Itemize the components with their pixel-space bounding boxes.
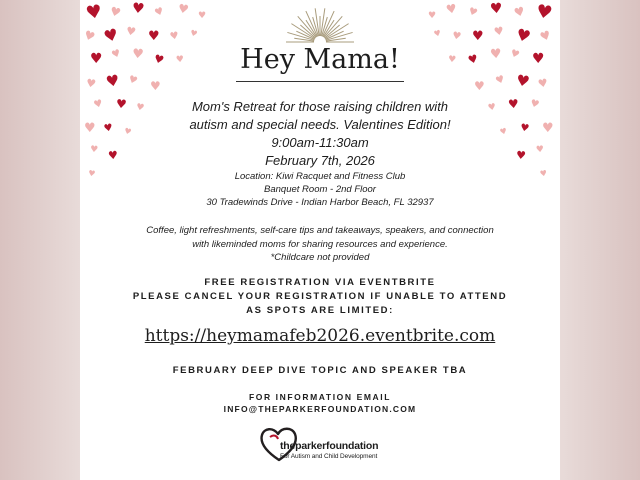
- heart-icon: ♥: [176, 1, 190, 17]
- heart-icon: ♥: [535, 144, 545, 156]
- registration-link[interactable]: https://heymamafeb2026.eventbrite.com: [144, 326, 496, 346]
- heart-icon: ♥: [89, 144, 99, 156]
- heart-icon: ♥: [153, 5, 166, 20]
- registration-line-2: PLEASE CANCEL YOUR REGISTRATION IF UNABLE TO ATTEND: [132, 291, 508, 302]
- heart-icon: ♥: [103, 122, 114, 135]
- heart-icon: ♥: [542, 121, 554, 136]
- heart-icon: ♥: [131, 0, 146, 18]
- heart-icon: ♥: [513, 24, 533, 47]
- location-line-2: Banquet Room - 2nd Floor: [264, 184, 376, 195]
- heart-icon: ♥: [126, 73, 139, 88]
- heart-icon: ♥: [447, 54, 457, 66]
- heart-icon: ♥: [508, 47, 521, 62]
- page-title: Hey Mama!: [240, 44, 400, 75]
- heart-icon: ♥: [487, 102, 497, 114]
- heart-icon: ♥: [512, 3, 527, 21]
- heart-icon: ♥: [537, 27, 553, 45]
- heart-icon: ♥: [451, 30, 462, 43]
- heart-icon: ♥: [534, 0, 554, 25]
- heart-icon: ♥: [515, 148, 527, 163]
- heart-icon: ♥: [474, 79, 485, 93]
- heart-icon: ♥: [472, 29, 484, 44]
- subtitle-line-2: autism and special needs. Valentines Edition!: [189, 117, 451, 132]
- heart-icon: ♥: [428, 11, 437, 21]
- childcare-note: *Childcare not provided: [270, 252, 370, 263]
- heart-icon: ♥: [466, 5, 479, 20]
- heart-icon: ♥: [519, 122, 530, 135]
- heart-icon: ♥: [539, 168, 548, 179]
- foundation-logo-tagline: For Autism and Child Development: [280, 453, 378, 460]
- heart-icon: ♥: [92, 98, 105, 111]
- heart-icon: ♥: [135, 102, 145, 114]
- heart-icon: ♥: [115, 96, 128, 112]
- heart-icon: ♥: [432, 28, 443, 39]
- heart-icon: ♥: [108, 3, 123, 21]
- heart-icon: ♥: [169, 30, 180, 43]
- title-divider: [236, 81, 404, 82]
- heart-icon: ♥: [81, 27, 97, 45]
- heart-icon: ♥: [498, 126, 509, 137]
- heart-icon: ♥: [175, 54, 185, 66]
- heart-icon: ♥: [123, 126, 133, 137]
- location-line-1: Location: Kiwi Racquet and Fitness Club: [234, 171, 406, 182]
- event-time: 9:00am-11:30am: [271, 135, 369, 150]
- heart-icon: ♥: [514, 70, 532, 92]
- heart-icon: ♥: [494, 73, 507, 88]
- sunburst-icon: [283, 4, 357, 44]
- heart-icon: ♥: [532, 51, 545, 67]
- heart-icon: ♥: [489, 46, 503, 63]
- heart-icon: ♥: [84, 121, 96, 136]
- heart-icon: ♥: [528, 98, 541, 111]
- heart-icon: ♥: [507, 96, 520, 112]
- description-line-1: Coffee, light refreshments, self-care tips and takeaways, speakers, and connection: [146, 225, 494, 236]
- heart-icon: ♥: [198, 11, 207, 21]
- heart-icon: ♥: [124, 24, 137, 39]
- background-blur-right: [560, 0, 640, 480]
- heart-icon: ♥: [131, 46, 145, 63]
- background-blur-left: [0, 0, 80, 480]
- heart-icon: ♥: [148, 29, 160, 44]
- info-label: FOR INFORMATION EMAIL: [248, 392, 392, 402]
- registration-line-3: AS SPOTS ARE LIMITED:: [246, 305, 394, 316]
- heart-icon: ♥: [107, 148, 119, 163]
- heart-icon: ♥: [492, 24, 505, 39]
- foundation-logo-name: theparkerfoundation: [280, 440, 379, 452]
- subtitle-line-1: Mom's Retreat for those raising children with: [191, 99, 449, 114]
- heart-icon: ♥: [84, 76, 97, 91]
- description-line-2: with likeminded moms for sharing resources and experience.: [192, 239, 448, 250]
- event-flyer: [80, 0, 560, 480]
- event-date: February 7th, 2026: [265, 153, 375, 168]
- heart-icon: ♥: [489, 0, 504, 18]
- heart-icon: ♥: [466, 51, 480, 68]
- deep-dive-announcement: FEBRUARY DEEP DIVE TOPIC AND SPEAKER TBA: [172, 365, 468, 376]
- location-line-3: 30 Tradewinds Drive - Indian Harbor Beach, FL 32937: [206, 197, 434, 208]
- heart-icon: ♥: [101, 24, 121, 47]
- heart-icon: ♥: [84, 0, 104, 25]
- heart-icon: ♥: [536, 76, 549, 91]
- heart-icon: ♥: [444, 1, 458, 17]
- heart-icon: ♥: [110, 47, 123, 62]
- registration-line-1: FREE REGISTRATION VIA EVENTBRITE: [204, 277, 436, 288]
- heart-icon: ♥: [189, 28, 199, 39]
- heart-icon: ♥: [104, 70, 121, 92]
- heart-icon: ♥: [150, 79, 161, 93]
- heart-icon: ♥: [90, 51, 103, 67]
- heart-icon: ♥: [87, 168, 96, 179]
- info-email[interactable]: INFO@THEPARKERFOUNDATION.COM: [223, 404, 417, 414]
- heart-icon: ♥: [152, 51, 166, 68]
